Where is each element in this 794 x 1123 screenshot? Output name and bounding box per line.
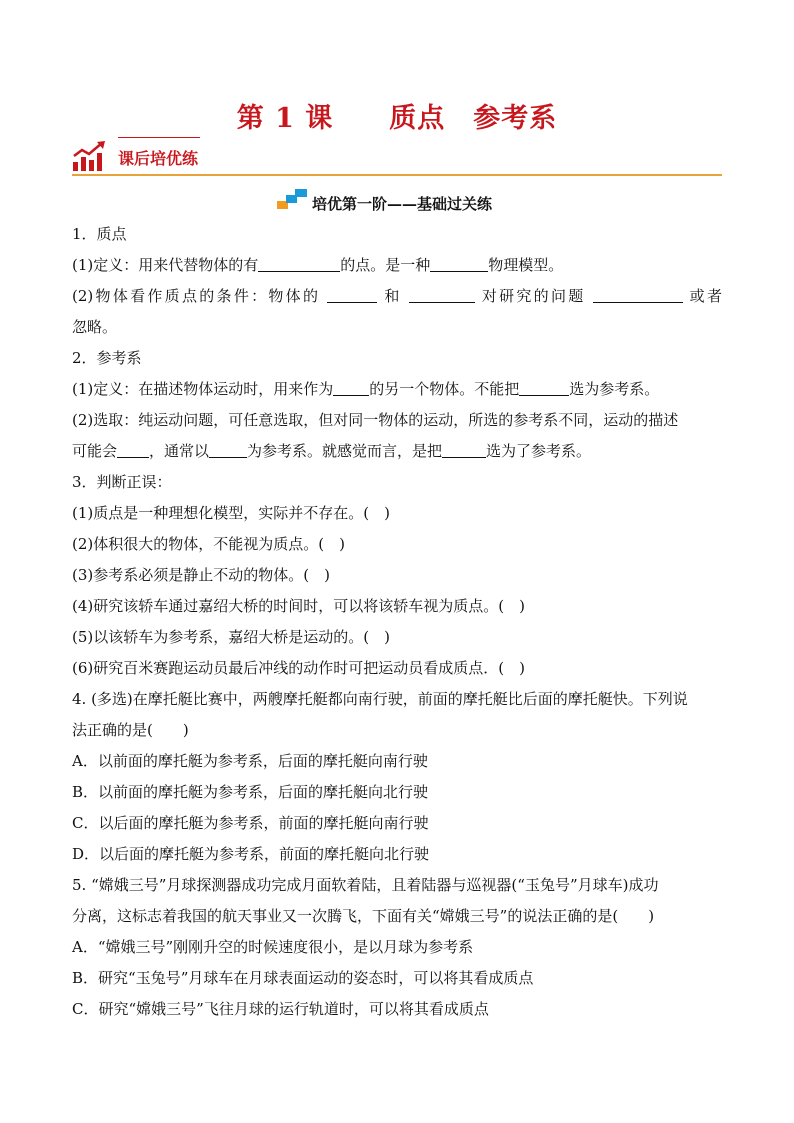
answer-blank[interactable]	[409, 287, 475, 303]
q1-heading: 1．质点	[72, 225, 127, 243]
q2-selection-cont: 可能会 ，通常以 为参考系。就感觉而言，是把 选为了参考系。	[72, 442, 592, 460]
header-top-line	[118, 137, 200, 138]
answer-blank[interactable]	[430, 256, 488, 272]
q5-option: C．研究“嫦娥三号”飞往月球的运行轨道时，可以将其看成质点	[72, 1000, 489, 1018]
answer-blank[interactable]	[117, 442, 149, 458]
section-title: 培优第一阶——基础过关练	[312, 195, 493, 213]
answer-blank[interactable]	[209, 442, 247, 458]
answer-blank[interactable]	[258, 256, 340, 272]
judgement-item: (1)质点是一种理想化模型，实际并不存在。( )	[72, 504, 390, 522]
q2-heading: 2．参考系	[72, 349, 142, 367]
q1-condition: (2)物体看作质点的条件：物体的 和 对研究的问题 或者	[72, 287, 722, 305]
answer-blank[interactable]	[327, 287, 377, 303]
section-header-label: 课后培优练	[118, 149, 199, 168]
q5-option: A．“嫦娥三号”刚刚升空的时候速度很小，是以月球为参考系	[72, 938, 474, 956]
q4-stem-cont: 法正确的是( )	[72, 721, 189, 739]
judgement-item: (6)研究百米赛跑运动员最后冲线的动作时可把运动员看成质点．( )	[72, 659, 525, 677]
q1-definition: (1)定义：用来代替物体的有 的点。是一种 物理模型。	[72, 256, 564, 274]
answer-blank[interactable]	[519, 380, 569, 396]
header-divider	[72, 174, 722, 176]
stairs-icon	[277, 187, 309, 209]
q4-option: C．以后面的摩托艇为参考系，前面的摩托艇向南行驶	[72, 814, 429, 832]
q4-option: B．以前面的摩托艇为参考系，后面的摩托艇向北行驶	[72, 783, 429, 801]
judgement-item: (2)体积很大的物体，不能视为质点。( )	[72, 535, 345, 553]
q3-heading: 3．判断正误：	[72, 473, 172, 491]
judgement-item: (5)以该轿车为参考系，嘉绍大桥是运动的。( )	[72, 628, 390, 646]
growth-chart-icon	[72, 140, 108, 172]
q4-option: D．以后面的摩托艇为参考系，前面的摩托艇向北行驶	[72, 845, 430, 863]
answer-blank[interactable]	[333, 380, 369, 396]
q2-definition: (1)定义：在描述物体运动时，用来作为 的另一个物体。不能把 选为参考系。	[72, 380, 660, 398]
q5-stem: 5. “嫦娥三号”月球探测器成功完成月面软着陆，且着陆器与巡视器(“玉兔号”月球车)成功	[72, 876, 659, 894]
q5-option: B．研究“玉兔号”月球车在月球表面运动的姿态时，可以将其看成质点	[72, 969, 534, 987]
q4-option: A．以前面的摩托艇为参考系，后面的摩托艇向南行驶	[72, 752, 428, 770]
q2-selection: (2)选取：纯运动问题，可任意选取，但对同一物体的运动，所选的参考系不同，运动的描述	[72, 411, 679, 429]
q1-condition-cont: 忽略。	[72, 318, 118, 336]
q4-stem: 4. (多选)在摩托艇比赛中，两艘摩托艇都向南行驶，前面的摩托艇比后面的摩托艇快。下列说	[72, 690, 688, 708]
answer-blank[interactable]	[593, 287, 683, 303]
answer-blank[interactable]	[442, 442, 486, 458]
exercise-content	[72, 219, 722, 1025]
q5-stem-cont: 分离，这标志着我国的航天事业又一次腾飞，下面有关“嫦娥三号”的说法正确的是( )	[72, 907, 655, 925]
judgement-item: (3)参考系必须是静止不动的物体。( )	[72, 566, 330, 584]
judgement-item: (4)研究该轿车通过嘉绍大桥的时间时，可以将该轿车视为质点。( )	[72, 597, 525, 615]
page-title: 第 1 课 质点 参考系	[236, 103, 558, 134]
